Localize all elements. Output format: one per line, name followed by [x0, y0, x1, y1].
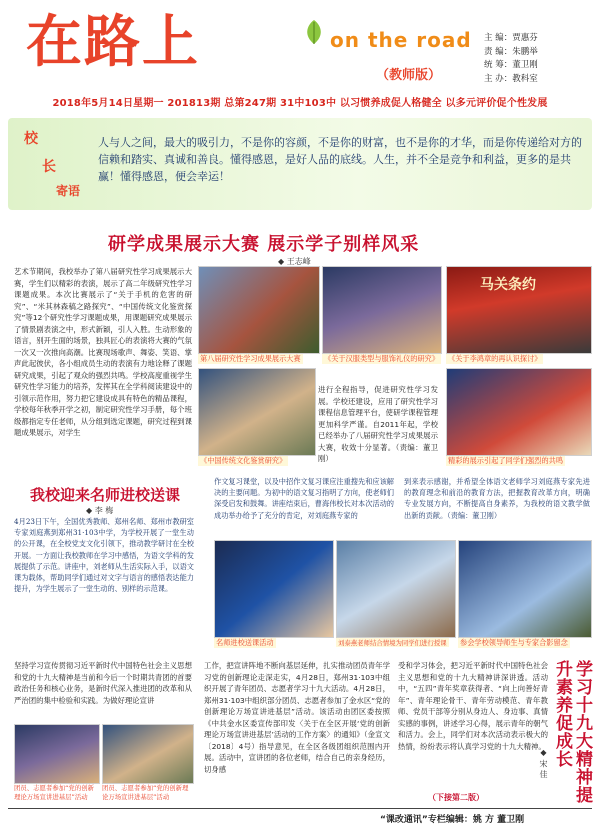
article3-caption-1: 团员、志愿者参加“党的创新理论万场宣讲进基层”活动: [14, 784, 94, 801]
article1-caption-5: 精彩的展示引起了同学们强烈的共鸣: [448, 456, 564, 465]
edition-label: （教师版）: [376, 68, 442, 83]
newspaper-english-name: on the road: [330, 28, 472, 52]
article1-body-col2: 进行全程指导，促进研究性学习发展。学校还建设，应用了研究性学习课程信息管理平台，使研学课程管理更加科学严谨。自2011年起，学校已经举办了八届研究性学习成果展示大赛，收效十分显著。（责编：董卫刚）: [318, 385, 438, 463]
credits-block: [484, 32, 538, 86]
footer-divider: [8, 808, 592, 809]
article3-body-col2: 工作，把宣讲阵地不断向基层延伸，扎实推动团员青年学习党的创新理论走深走实，4月28日，郑州31·103中组织开展了青年团员、志愿者学习十九大活动。4月28日，郑州31·103中组织部分团员、志愿者参加了金水区“党的创新理论万场宣讲进基层”活动。该活动由团区委按照《中共金水区委宣传部印发〈关于在全区开展‘党的创新理论万场宣讲进基层’活动的工作方案〉的通知》（金宣文〔2018〕4号）指导意见，在全区各级团组织范围内开展。活动中，宣讲团的各位老师，结合自己的亲身经历，切身感: [204, 661, 390, 774]
article3-photo-2: [102, 724, 194, 784]
article2-caption-3: 参会学校领导师生与专家合影留念: [460, 638, 568, 647]
article1-photo-5: [446, 368, 592, 456]
credit-coordinator: 统 筹：董卫刚: [484, 60, 538, 70]
article3-author: ◆ 宋 佳: [539, 748, 548, 779]
article2-body-col1: 4月23日下午，全国优秀教师、郑州名师、郑州市教研室专家刘庭燕到郑州31·103中学，为学校开展了一堂生动的公开课，在全校党支文化引领下，推动教学研讨在全校开展。一方面让我校教师在学习中感悟，为语文学科的发展提供了示范。讲座中，刘老师从生活实际入手，以语文课为载体，帮助同学们通过对文字与语言的感悟表达能力提升，为学生展示了一堂生动的、别样的示范课。: [14, 517, 194, 594]
article2-body-col3: 到来表示感谢，并希望全体语文老师学习刘庭燕专家先进的教育理念和前沿的教育方法，把握教育改革方向，明确专业发展方向，不断提高自身素养，为我校的语文教学做出新的贡献。（责编：董卫刚）: [404, 477, 590, 520]
article2-photo-1: [214, 540, 334, 638]
article1-photo-2: [322, 266, 442, 354]
credit-sponsor: 主 办：教科室: [484, 73, 538, 84]
footer-editor-credit: “课改通讯”专栏编辑：姚 方 董卫刚: [380, 815, 525, 825]
article1-caption-3: 《关于李鸿章的再认识探讨》: [448, 354, 542, 363]
principal-quote-text: 人与人之间，最大的吸引力，不是你的容颜，不是你的财富，也不是你的才华，而是你传递给对方的信赖和踏实、真诚和善良。懂得感恩，是好人品的底线。人生，并不全是竞争和利益，更多的是共赢！懂得感恩，便会幸运！: [98, 136, 582, 183]
leaf-icon: [302, 18, 326, 46]
article1-caption-4: 《中国传统文化鉴赏研究》: [200, 456, 287, 465]
quote-label-xiao: 校: [24, 131, 38, 147]
article1-photo-1: [198, 266, 320, 354]
article2-author: ◆ 李 梅: [86, 506, 114, 515]
article1-caption-2: 《关于汉服类型与服饰礼仪的研究》: [324, 354, 440, 363]
quote-label-zhang: 长: [42, 159, 56, 175]
article1-caption-1: 第八届研究性学习成果展示大赛: [200, 354, 301, 363]
article1-author: ◆ 王志峰: [278, 257, 311, 266]
article2-caption-2: 刘泰燕老师结合情境为同学们进行授课: [338, 639, 447, 647]
article3-continued-note: （下接第二版）: [428, 793, 484, 802]
article1-body-col1: 艺术节期间，我校举办了第八届研究性学习成果展示大赛，学生们以精彩的表演，展示了高二年级研究性学习课题成果。本次比赛展示了“关于手机的危害的研究”、“米其林森稿之路探究”、“中国传统文化鉴赏探究”等12个研究性学习课题成果，用课题研究成果展示了情景剧表演之中，形式新颖，引人入胜。生动形象的语言，别开生面的场景，独具匠心的表演将大赛的气氛一次又一次推向高潮。比赛现场歌声、舞姿、笑语、掌声此起彼伏，各小组成员生动的表演有力地诠释了课题研究成果，引起了观众的强烈共鸣。学校高度重视学生研究性学习能力的培养，发挥其在全学科阅读建设中的引领示范作用，努力把它建设成具有特色的精品课程，学校每年秋季开学之初，制定研究性学习手册，每个班级都指定专任老师，从分组到选定课题，研究过程到课题成果展示，对学生: [14, 267, 192, 437]
article3-photo-1: [14, 724, 100, 784]
article2-body-col2: 作文复习课堂，以及中招作文复习课应注重搜先和应该解决的主要问题。为初中的语文复习指明了方向，使老师们深受启发和鼓舞。讲座结束后，曹海伟校长对本次活动的成功举办给予了充分的肯定，对刘庭燕专家的: [214, 477, 394, 520]
article3-caption-2: 团员、志愿者参加“党的创新理论万场宣讲进基层”活动: [102, 784, 189, 801]
article2-title: 我校迎来名师进校送课: [30, 486, 181, 504]
newspaper-name: 在路上: [26, 9, 200, 75]
photo-banner-text: 马关条约: [480, 277, 536, 293]
credit-editor: 责 编：朱鹏举: [484, 46, 538, 57]
article2-photo-3: [458, 540, 592, 638]
article1-photo-4: [198, 368, 316, 456]
article3-body-col3: 受和学习体会，把习近平新时代中国特色社会主义思想和党的十九大精神讲深讲透。活动中，“五四”青年奖章获得者、“向上向善好青年”、青年理论骨干、青年劳动模范、青年教师、党员干部等分别从身边人、身边事、真情实感的事例，讲述学习心得，展示青年的朝气和活力。会上，同学们对本次活动表示极大的热情，纷纷表示将认真学习党的十九大精神。: [398, 661, 548, 751]
article2-photo-2: [336, 540, 456, 638]
article2-caption-1: 名师进校送课活动: [216, 638, 274, 647]
credit-chief-editor: 主 编：贾惠芬: [484, 33, 538, 43]
article3-body-col1: 坚持学习宣传贯彻习近平新时代中国特色社会主义思想和党的十九大精神是当前和今后一个时期共青团的首要政治任务和核心业务，是新时代深入推进团的改革和从严治团的集中检验和实践。为做好理论宣讲: [14, 661, 192, 705]
article1-title: 研学成果展示大赛 展示学子别样风采: [108, 234, 420, 255]
issue-line: 2018年5月14日星期一 201813期 总第247期 31中103中 以习惯养成促人格健全 以多元评价促个性发展: [52, 98, 548, 109]
article3-side-title: 学习十九大精神提升素养促成长: [552, 660, 592, 804]
quote-label-jiyu: 寄语: [56, 184, 81, 198]
